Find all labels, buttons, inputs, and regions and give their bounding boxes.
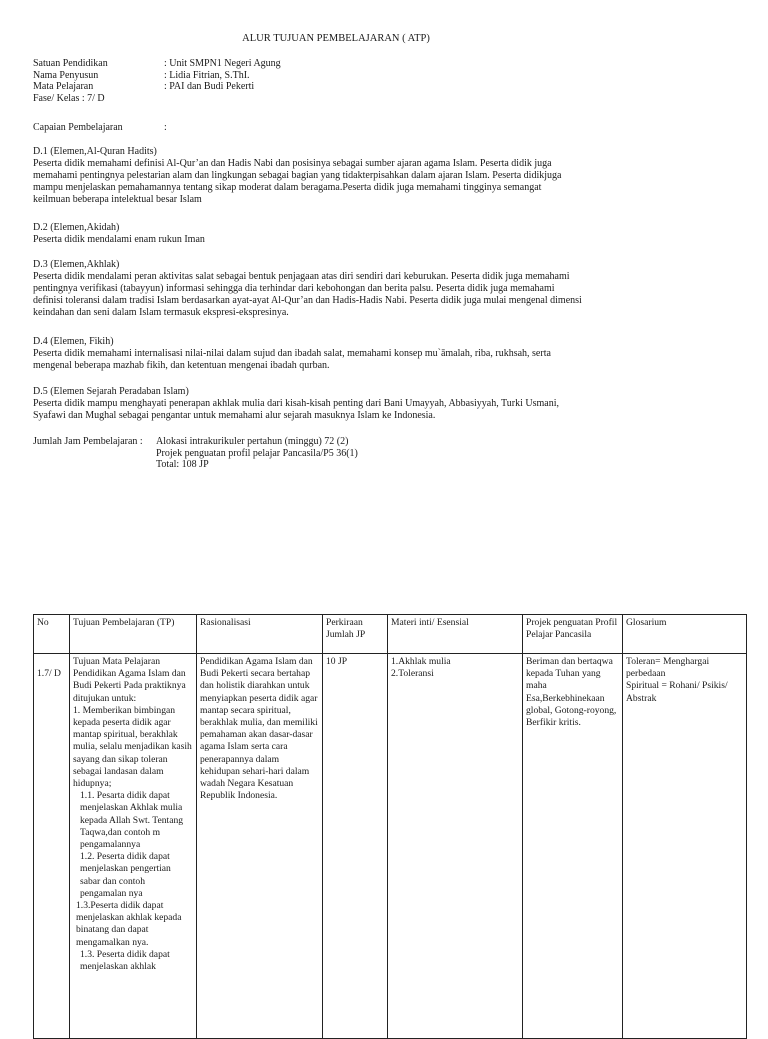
text-line: Peserta didik memahami definisi Al-Qur’an dan Hadis Nabi dan posisinya sebagai sumber ajaran agama Islam. Peserta didik juga (33, 157, 552, 169)
capaian-value: : (164, 122, 167, 133)
cell-glosarium (623, 654, 747, 1039)
element-text (33, 234, 638, 246)
header-materi: Materi inti/ Esensial (388, 615, 523, 654)
table-row (34, 654, 747, 1039)
identity-label: Fase/ Kelas : 7/ D (33, 92, 105, 104)
text-line: keilmuan beberapa intelektual besar Islam (33, 193, 202, 205)
identity-value: : Unit SMPN1 Negeri Agung (164, 58, 281, 69)
text-line: Peserta didik mendalami peran aktivitas salat sebagai bentuk penjagaan atas diri sendiri dari keburukan. Peserta didik juga memahami (33, 270, 570, 282)
element-title: D.1 (Elemen,Al-Quran Hadits) (33, 146, 157, 157)
element-d1 (33, 146, 638, 206)
glosarium-item: Toleran= Menghargai perbedaan (626, 656, 710, 680)
glosarium-item: Spiritual = Rohani/ Psikis/ Abstrak (626, 680, 728, 704)
element-text (33, 158, 638, 206)
element-title: D.3 (Elemen,Akhlak) (33, 259, 120, 270)
tp-line: 1. Memberikan bimbingan kepada peserta didik agar mantap spiritual, berakhlak mulia, selalu menjadikan kasih sayang dan sikap toleran sebagai landasan dalam hidupnya; (73, 704, 192, 790)
capaian-label: Capaian Pembelajaran (33, 122, 123, 133)
jumlah-jam-block (33, 436, 633, 471)
text-line: mengenal beberapa mazhab fikih, dan ketentuan mengenai ibadah qurban. (33, 359, 330, 371)
text-line: pentingnya verifikasi (tabayyun) informasi sehingga dia terhindar dari kebohongan dan berita palsu. Peserta didik juga memahami (33, 282, 555, 294)
jumlah-jam-total: Total: 108 JP (156, 459, 209, 470)
materi-item: 2.Toleransi (391, 668, 434, 680)
cell-projek: Beriman dan bertaqwa kepada Tuhan yang maha Esa,Berkebhinekaan global, Gotong-royong, Berfikir kritis. (523, 654, 623, 1039)
text-line: Syafawi dan Mughal sebagai pengantar untuk memahami alur sejarah masuknya Islam ke Indonesia. (33, 409, 436, 421)
tp-subline: 1.3. Peserta didik dapat menjelaskan akhlak (80, 948, 170, 973)
identity-label: Satuan Pendidikan (33, 58, 108, 69)
cell-materi (388, 654, 523, 1039)
tp-subline: 1.3.Peserta didik dapat menjelaskan akhlak kepada binatang dan dapat mengamalkan nya. (76, 900, 182, 948)
element-d2 (33, 222, 638, 246)
jumlah-jam-line: Alokasi intrakurikuler pertahun (minggu) 72 (2) (156, 436, 349, 447)
element-text (33, 271, 638, 319)
element-d5 (33, 386, 638, 422)
identity-value: : PAI dan Budi Pekerti (164, 81, 255, 93)
cell-no (34, 654, 70, 1039)
element-text (33, 348, 638, 372)
identity-label: Mata Pelajaran (33, 81, 94, 93)
text-line: Peserta didik mampu menghayati penerapan akhlak mulia dari kisah-kisah penting dari Bani Umayyah, Abbasiyyah, Turki Usmani, (33, 397, 560, 409)
text-line: Peserta didik memahami internalisasi nilai-nilai dalam sujud dan ibadah salat, memahami konsep mu`āmalah, riba, rukhsah, serta (33, 347, 551, 359)
document-title: ALUR TUJUAN PEMBELAJARAN ( ATP) (242, 33, 430, 44)
identity-row-satuan (33, 58, 633, 70)
text-line: mampu menjelaskan pemahamannya tentang sikap moderat dalam beragama.Peserta didik juga memahami tingginya semangat (33, 181, 542, 193)
identity-row-fase (33, 93, 633, 105)
identity-value: : Lidia Fitrian, S.ThI. (164, 69, 250, 81)
header-projek: Projek penguatan Profil Pelajar Pancasila (523, 615, 623, 654)
header-jumlah-jp: Perkiraan Jumlah JP (323, 615, 388, 654)
cell-no-text: 1.7/ D (37, 668, 61, 679)
element-d4 (33, 336, 638, 372)
table-header-row (34, 615, 747, 654)
jumlah-jam-row (33, 448, 633, 460)
materi-item: 1.Akhlak mulia (391, 656, 451, 667)
element-d3 (33, 259, 638, 319)
cell-rasionalisasi: Pendidikan Agama Islam dan Budi Pekerti secara bertahap dan holistik diarahkan untuk menyiapkan peserta didik agar mantap secara spiritual, berakhlak mulia, dan memiliki pemahaman akan dasar-dasar agama Islam serta cara penerapannya dalam kehidupan sehari-hari dalam wadah Negara Kesatuan Republik Indonesia. (197, 654, 323, 1039)
identity-row-mapel (33, 81, 633, 93)
header-tujuan: Tujuan Pembelajaran (TP) (70, 615, 197, 654)
element-title: D.5 (Elemen Sejarah Peradaban Islam) (33, 386, 189, 397)
jumlah-jam-row (33, 459, 633, 471)
element-title: D.2 (Elemen,Akidah) (33, 222, 120, 233)
text-line: Peserta didik mendalami enam rukun Iman (33, 233, 205, 245)
text-line: definisi toleransi dalam tradisi Islam berdasarkan ayat-ayat Al-Qur’an dan Hadis-Hadis Nabi. Peserta didik juga mulai mengenal dimensi (33, 294, 582, 306)
element-title: D.4 (Elemen, Fikih) (33, 336, 114, 347)
header-no: No (34, 615, 70, 654)
header-rasionalisasi: Rasionalisasi (197, 615, 323, 654)
atp-table (33, 614, 747, 1039)
text-line: keindahan dan seni dalam Islam termasuk ekspresi-ekspresinya. (33, 306, 289, 318)
capaian-pembelajaran (33, 122, 633, 134)
text-line: memahami pentingnya pelestarian alam dan lingkungan sebagai bagian yang tidakterpisahkan dalam ajaran Islam. Peserta didikjuga (33, 169, 562, 181)
cell-tujuan (70, 654, 197, 1039)
tp-subline: 1.1. Pesarta didik dapat menjelaskan Akhlak mulia kepada Allah Swt. Tentang Taqwa,dan contoh m pengamalannya (80, 790, 184, 851)
jumlah-jam-row (33, 436, 633, 448)
identity-label: Nama Penyusun (33, 69, 99, 81)
cell-jumlah-jp: 10 JP (323, 654, 388, 1039)
jumlah-jam-label: Jumlah Jam Pembelajaran : (33, 436, 143, 447)
tp-line: Tujuan Mata Pelajaran Pendidikan Agama Islam dan Budi Pekerti Pada praktiknya ditujukan untuk: (73, 656, 186, 704)
jumlah-jam-spacer (33, 448, 156, 460)
header-glosarium: Glosarium (623, 615, 747, 654)
jumlah-jam-spacer (33, 459, 156, 471)
identity-row-penyusun (33, 70, 633, 82)
identity-block (33, 58, 633, 104)
jumlah-jam-line: Projek penguatan profil pelajar Pancasila/P5 36(1) (156, 447, 358, 459)
tp-subline: 1.2. Peserta didik dapat menjelaskan pengertian sabar dan contoh pengamalan nya (80, 851, 171, 899)
element-text (33, 398, 638, 422)
